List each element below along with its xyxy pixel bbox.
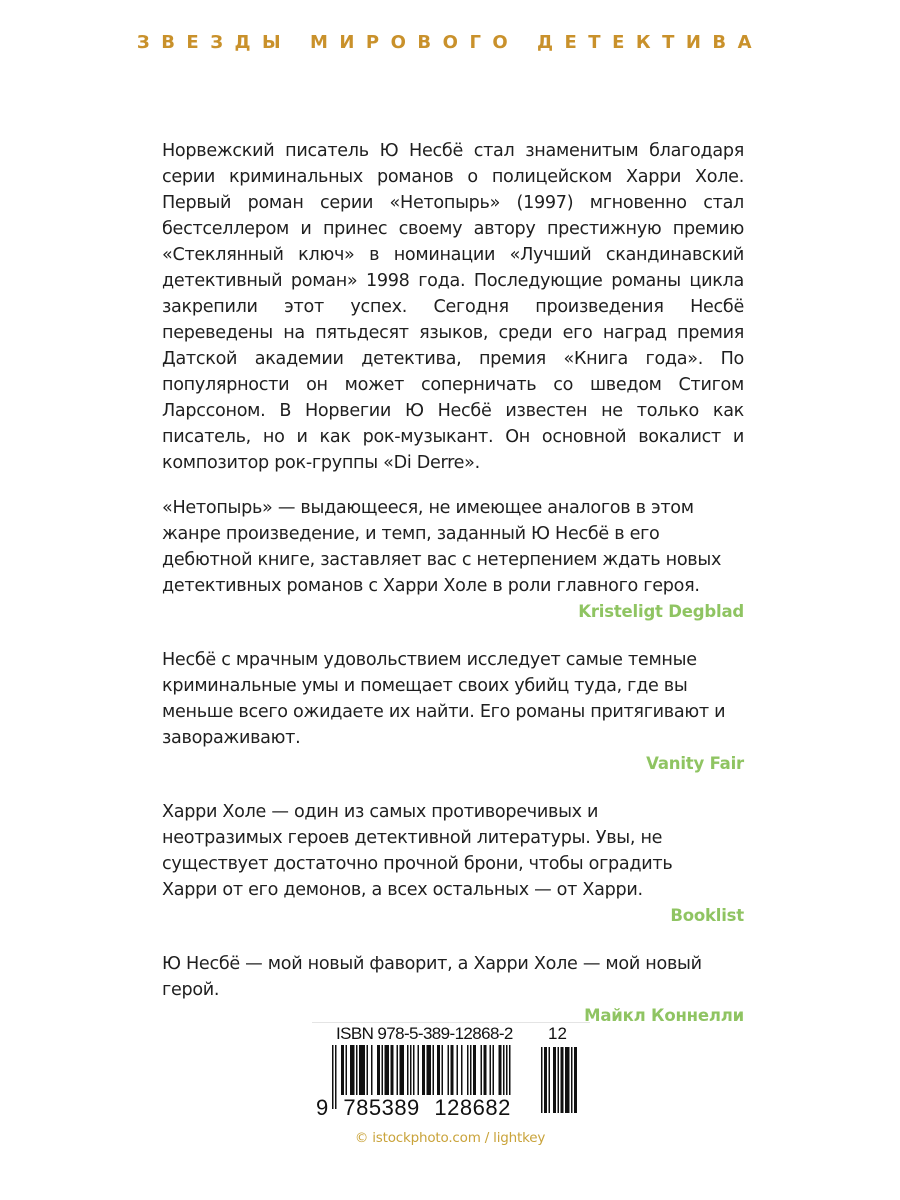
barcode-right-group: 128682 — [434, 1095, 511, 1120]
barcode-bar — [499, 1045, 502, 1095]
series-title: ЗВЕЗДЫ МИРОВОГО ДЕТЕКТИВА — [136, 32, 764, 53]
barcode-bar — [356, 1045, 358, 1095]
barcode-first-digit: 9 — [316, 1095, 329, 1120]
quote-text: Несбё с мрачным удовольствием исследует самые темные криминальные умы и помещает своих убийц туда, где вы меньше всего ожидаете их найти. Его романы притягивают и завораживают. — [162, 650, 726, 748]
barcode-bar — [448, 1045, 450, 1095]
barcode-bar — [553, 1047, 556, 1113]
review-quote — [162, 495, 744, 625]
barcode-bar — [442, 1045, 444, 1095]
review-quote — [162, 951, 744, 1029]
barcode-bar — [391, 1045, 394, 1095]
barcode-bar — [422, 1045, 425, 1095]
isbn-barcode — [312, 1022, 590, 1123]
barcode-bar — [427, 1045, 432, 1095]
back-cover-text — [162, 138, 744, 1051]
barcode-bar — [484, 1045, 487, 1095]
isbn-label: ISBN 978-5-389-12868-2 — [336, 1024, 513, 1043]
barcode-bar — [371, 1045, 373, 1095]
barcode-bar — [541, 1047, 543, 1113]
barcode-bar — [544, 1047, 547, 1113]
barcode-bar — [397, 1045, 399, 1095]
barcode-bar — [377, 1045, 380, 1095]
barcode-bar — [433, 1045, 435, 1095]
barcode-bar — [400, 1045, 405, 1095]
barcode-bar — [473, 1045, 476, 1095]
barcode-bar — [359, 1045, 365, 1095]
barcode-bar — [574, 1047, 577, 1113]
barcode-bar — [493, 1045, 495, 1095]
barcode-bar — [457, 1045, 459, 1095]
barcode-bar — [350, 1045, 355, 1095]
barcode-bar — [410, 1045, 412, 1095]
barcode-bar — [413, 1045, 415, 1095]
barcode-bar — [407, 1045, 409, 1095]
barcode-bar — [561, 1047, 564, 1113]
barcode-digits — [315, 1095, 512, 1121]
quote-text: «Нетопырь» — выдающееся, не имеющее аналогов в этом жанре произведение, и темп, заданный Ю Несбё в его дебютной книге, заставляет вас с нетерпением ждать новых детективных романов с Харри Холе в роли главного героя. — [162, 498, 722, 596]
barcode-bar — [549, 1047, 551, 1113]
barcode-bar — [558, 1047, 560, 1113]
quote-source: Booklist — [670, 906, 744, 925]
review-quote — [162, 799, 744, 929]
barcode-bar — [437, 1045, 440, 1095]
barcode-bar — [418, 1045, 420, 1095]
barcode-bar — [571, 1047, 573, 1113]
photo-credit: © istockphoto.com / lightkey — [354, 1130, 546, 1146]
author-bio: Норвежский писатель Ю Несбё стал знаменитым благодаря серии криминальных романов о полицейском Харри Холе. Первый роман серии «Нетопырь» (1997) мгновенно стал бестселлером и принес своему автору престижную премию «Стеклянный ключ» в номинации «Лучший скандинавский детективный роман» 1998 года. Последующие романы цикла закрепили этот успех. Сегодня произведения Несбё переведены на пятьдесят языков, среди его наград премия Датской академии детектива, премия «Книга года». По популярности он может соперничать со шведом Стигом Ларссоном. В Норвегии Ю Несбё известен не только как писатель, но и как рок-музыкант. Он основной вокалист и композитор рок-группы «Di Derre». — [162, 141, 744, 473]
review-quote — [162, 647, 744, 777]
quote-text: Харри Холе — один из самых противоречивых и неотразимых героев детективной литературы. Увы, не существует достаточно прочной брони, чтобы оградить Харри от его демонов, а всех остальных — от Харри. — [162, 802, 673, 900]
barcode-bar — [367, 1045, 369, 1095]
barcode-bar — [565, 1047, 570, 1113]
barcode-addon-label: 12 — [548, 1024, 567, 1043]
barcode-bar — [382, 1045, 384, 1095]
barcode-bar — [461, 1045, 463, 1095]
barcode-bar — [385, 1045, 390, 1095]
quote-text: Ю Несбё — мой новый фаворит, а Харри Холе — мой новый герой. — [162, 954, 702, 1000]
addon-barcode-bars — [541, 1047, 581, 1115]
barcode-bar — [481, 1045, 483, 1095]
barcode-bar — [346, 1045, 348, 1095]
barcode-left-group: 785389 — [343, 1095, 420, 1120]
quote-source: Kristeligt Degblad — [578, 602, 744, 621]
barcode-bar — [503, 1045, 505, 1095]
barcode-bar — [490, 1045, 492, 1095]
quote-source: Vanity Fair — [646, 754, 744, 773]
quote-source: Майкл Коннелли — [584, 1006, 744, 1025]
barcode-bar — [451, 1045, 454, 1095]
barcode-bar — [341, 1045, 344, 1095]
